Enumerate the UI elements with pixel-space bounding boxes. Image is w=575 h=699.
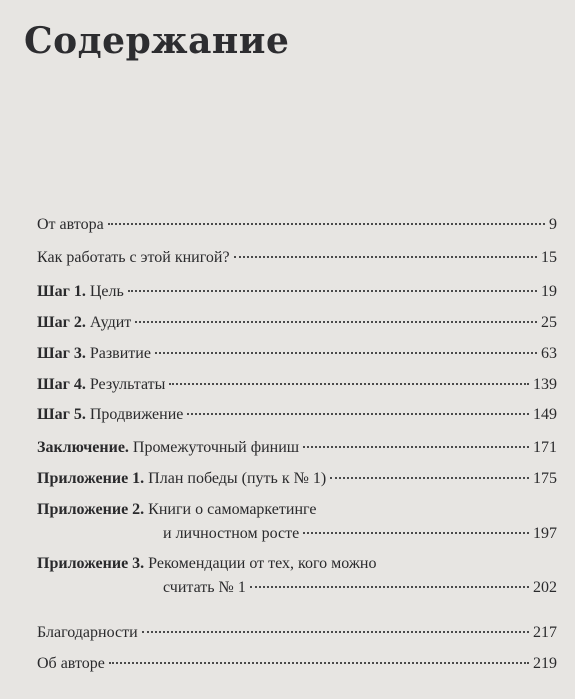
toc-entry-prefix: Шаг 1. [37, 283, 86, 300]
toc-entry-title: Цель [85, 283, 124, 300]
toc-page-number: 9 [549, 216, 557, 233]
dot-leader [128, 290, 537, 292]
dot-leader [234, 256, 537, 258]
toc-entry[interactable] [37, 552, 557, 600]
toc-entry-title: Об авторе [37, 655, 105, 672]
dot-leader [135, 321, 537, 323]
toc-entry-prefix: Шаг 3. [37, 345, 86, 362]
toc-entry-title: Аудит [85, 314, 132, 331]
toc-page-number: 19 [541, 283, 557, 300]
dot-leader [169, 383, 529, 385]
toc-entry-title: Рекомендации от тех, кого можно [144, 555, 377, 572]
toc-entry[interactable] [37, 498, 557, 546]
dot-leader [108, 223, 545, 225]
toc-entry-title: Результаты [85, 376, 166, 393]
toc-entry[interactable] [37, 373, 557, 397]
toc-entry[interactable] [37, 311, 557, 335]
toc-entry-prefix: Приложение 3. [37, 555, 145, 572]
toc-entry[interactable] [37, 213, 557, 237]
toc-entry[interactable] [37, 621, 557, 645]
toc-page-number: 202 [533, 579, 557, 596]
toc-page-number: 197 [533, 525, 557, 542]
toc-page-number: 171 [533, 439, 557, 456]
toc-page-number: 139 [533, 376, 557, 393]
dot-leader [142, 631, 529, 633]
toc-entry-prefix: Приложение 2. [37, 501, 145, 518]
page-title: Содержание [24, 20, 290, 62]
toc-entry-prefix: Заключение. [37, 439, 129, 456]
toc-entry-prefix: Шаг 5. [37, 406, 86, 423]
toc-entry-title: Книги о самомаркетинге [144, 501, 317, 518]
dot-leader [303, 446, 529, 448]
toc-entry-title: План победы (путь к № 1) [144, 470, 327, 487]
dot-leader [109, 662, 529, 664]
dot-leader [250, 586, 529, 588]
toc-entry-prefix: Приложение 1. [37, 470, 145, 487]
toc-entry[interactable] [37, 436, 557, 460]
dot-leader [187, 413, 529, 415]
toc-entry[interactable] [37, 467, 557, 491]
toc-entry[interactable] [37, 342, 557, 366]
dot-leader [155, 352, 537, 354]
toc-entry-prefix: Шаг 2. [37, 314, 86, 331]
dot-leader [330, 477, 529, 479]
toc-entry-title: Благодарности [37, 624, 138, 641]
dot-leader [303, 532, 529, 534]
toc-page-number: 217 [533, 624, 557, 641]
toc-page-number: 63 [541, 345, 557, 362]
toc-page-number: 25 [541, 314, 557, 331]
toc-page-number: 15 [541, 249, 557, 266]
toc-entry-title: Развитие [85, 345, 151, 362]
toc-entry-title-continued: и личностном росте [163, 525, 300, 542]
toc-page-number: 175 [533, 470, 557, 487]
toc-entry-title-continued: считать № 1 [163, 579, 246, 596]
toc-entry[interactable] [37, 280, 557, 304]
toc-entry-prefix: Шаг 4. [37, 376, 86, 393]
toc-entry-title: Промежуточный финиш [128, 439, 300, 456]
toc-entry[interactable] [37, 652, 557, 676]
toc-entry-title: От автора [37, 216, 104, 233]
toc-entry-title: Продвижение [85, 406, 184, 423]
toc-page-number: 219 [533, 655, 557, 672]
toc-page-number: 149 [533, 406, 557, 423]
toc-entry[interactable] [37, 246, 557, 270]
toc-entry[interactable] [37, 403, 557, 427]
toc-entry-title: Как работать с этой книгой? [37, 249, 230, 266]
